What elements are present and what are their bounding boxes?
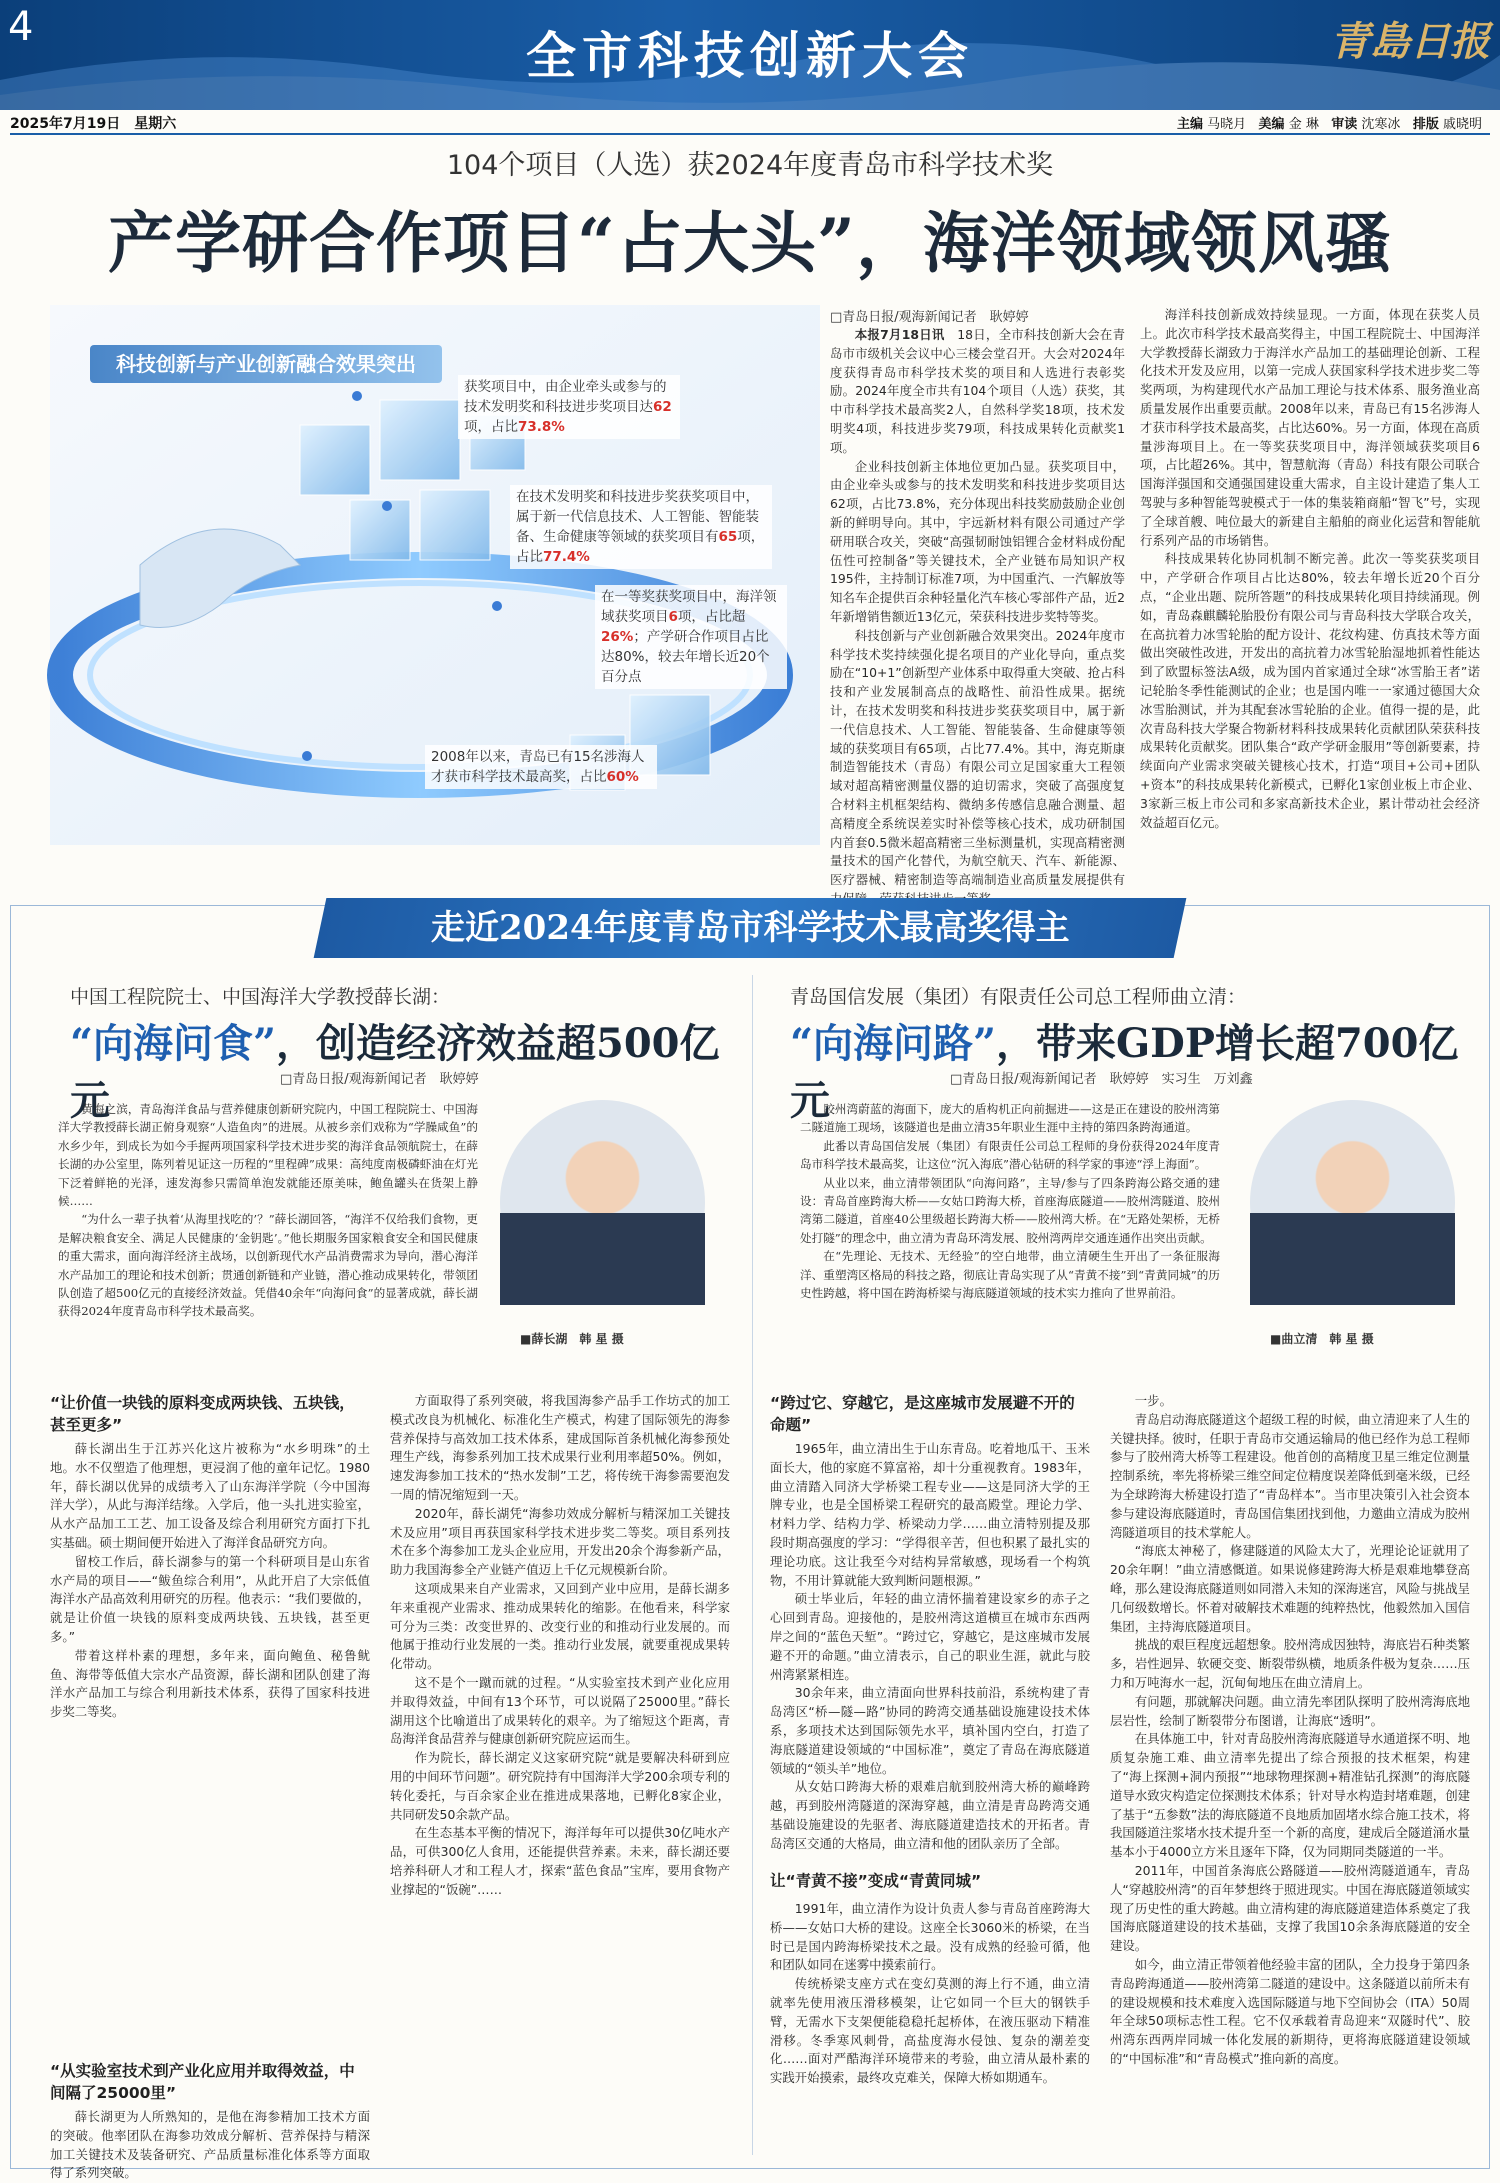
- profiles-banner-text: 走近2024年度青岛市科学技术最高奖得主: [430, 908, 1070, 948]
- profile-subhead: 让“青黄不接”变成“青黄同城”: [770, 1872, 982, 1890]
- page-number: 4: [8, 4, 34, 50]
- infographic: [50, 305, 820, 845]
- paragraph: 企业科技创新主体地位更加凸显。获奖项目中，由企业牵头或参与的技术发明奖和科技进步奖项目达62项，占比73.8%，充分体现出科技奖励鼓励企业创新的鲜明导向。其中，宇远新材料有限公司通过产学研用联合攻关，突破“高强韧耐蚀铝锂合金材料成份配伍性可控制备”等关键技术，全产业链布局知识产权195件，主持制订标准7项，为中国重汽、一汽解放等知名车企提供百余种轻量化汽车核心零部件产品，近2年新增销售额近13亿元，荣获科技进步奖特等奖。: [830, 458, 1125, 624]
- paragraph: 挑战的艰巨程度远超想象。胶州湾成因独特，海底岩石种类繁多，岩性迥异、软硬交变、断裂带纵横，地质条件极为复杂……压力和万吨海水一起，沉甸甸地压在曲立清肩上。: [1110, 1637, 1470, 1690]
- profile-subhead: “从实验室技术到产业化应用并取得效益，中间隔了25000里”: [50, 2062, 355, 2102]
- paragraph: “为什么一辈子执着‘从海里找吃的’？”薛长湖回答，“海洋不仅给我们食物，更是解决粮食安全、满足人民健康的‘金钥匙’。”他长期服务国家粮食安全和国民健康的重大需求，面向海洋经济主战场，以创新现代水产品消费需求为导向，潜心海洋水产品加工的理论和技术创新；贯通创新链和产业链，潜心推动成果转化，带领团队创造了超500亿元的直接经济效益。凭借40余年“向海问食”的显著成就，薛长湖获得2024年度青岛市科学技术最高奖。: [58, 1212, 478, 1319]
- credit-name: 沈寒冰: [1361, 117, 1401, 132]
- stat-marker: [382, 501, 392, 511]
- paragraph: 这不是个一蹴而就的过程。“从实验室技术到产业化应用并取得效益，中间有13个环节，可以说隔了25000里。”薛长湖用这个比喻道出了成果转化的艰辛。为了缩短这个距离，青岛海洋食品营养与健康创新研究院应运而生。: [390, 1674, 730, 1747]
- stat-text: 项，占比: [516, 529, 765, 565]
- paragraph: 科技创新与产业创新融合效果突出。2024年度市科学技术奖持续强化提名项目的产业化导向，重点奖励在“10+1”创新型产业体系中取得重大突破、抢占科技和产业发展制高点的战略性、前沿性成果。据统计，在技术发明奖和科技进步奖获奖项目中，属于新一代信息技术、人工智能、智能装备、生命健康等领域的获奖项目有65项，占比77.4%。其中，海克斯康制造智能技术（青岛）有限公司立足国家重大工程领域对超高精密测量仪器的迫切需求，突破了高强度复合材料主机框架结构、微纳多传感信息融合测量、超高精度全系统误差实时补偿等核心技术，成功研制国内首套0.5微米超高精密三坐标测量机，实现高精密测量技术的国产化替代，为航空航天、汽车、新能源、医疗器械、精密制造等高端制造业高质量发展提供有: [830, 627, 1125, 888]
- editor-credits: [1177, 113, 1482, 132]
- stat-callout: [510, 485, 772, 569]
- stat-text: 2008年以来，青岛已有15名涉海人才获市科学技术最高奖，占比: [431, 749, 645, 785]
- paragraph: 有问题，那就解决问题。曲立清先率团队探明了胶州湾海底地层岩性，绘制了断裂带分布图谱，让海底“透明”。: [1110, 1693, 1470, 1728]
- paragraph: 此番以青岛国信发展（集团）有限责任公司总工程师的身份获得2024年度青岛市科学技术最高奖，让这位“沉入海底”潜心钻研的科学家的事迹“浮上海面”。: [800, 1138, 1220, 1172]
- photo-caption: ■曲立清 韩 星 摄: [1270, 1332, 1374, 1346]
- paragraph: 带着这样朴素的理想，多年来，面向鲍鱼、秘鲁鱿鱼、海带等低值大宗水产品资源，薛长湖和团队创建了海洋水产品加工与综合利用新技术体系，获得了国家科技进步奖二等奖。: [50, 1647, 370, 1720]
- stat-number: 26%: [601, 629, 634, 645]
- title-rest: ，创造经济效益超500亿元: [70, 1020, 720, 1124]
- profile-subhead: “跨过它、穿越它，是这座城市发展避不开的命题”: [770, 1394, 1075, 1434]
- paragraph: 方面取得了系列突破，将我国海参产品手工作坊式的加工模式改良为机械化、标准化生产模式，构建了国际领先的海参营养保持与高效加工技术体系，建成国际首条机械化海参预处理生产线，海参系列加工技术成果行业利用率超50%。例如，速发海参加工技术的“热水发制”工艺，将传统干海参需要泡发一周的情况缩短到一天。: [390, 1393, 730, 1502]
- profile-byline: □青岛日报/观海新闻记者 耿婷婷: [280, 1072, 479, 1087]
- header-rule: [10, 133, 1490, 135]
- dateline: 2025年7月19日 星期六: [10, 116, 177, 132]
- paragraph: 1965年，曲立清出生于山东青岛。吃着地瓜干、玉米面长大，他的家庭不算富裕，却十分重视教育。1983年，曲立清踏入同济大学桥梁工程专业——这是同济大学的王牌专业，也是全国桥梁工程研究的最高殿堂。理论力学、材料力学、结构力学、桥梁动力学……曲立清特别提及那段时期高强度的学习：“学得很辛苦，但也积累了最扎实的理论功底。这让我至今对结构异常敏感，现场看一个构筑物，不用计算就能大致判断问题根源。”: [770, 1441, 1090, 1588]
- main-article-col2: [1140, 306, 1480, 866]
- stat-marker: [302, 751, 312, 761]
- credit-role: 审读: [1331, 117, 1358, 132]
- paragraph: 1991年，曲立清作为设计负责人参与青岛首座跨海大桥——女姑口大桥的建设。这座全长3060米的桥梁，在当时已是国内跨海桥梁技术之最。没有成熟的经验可循，他和团队如同在迷雾中摸索前行。: [770, 1901, 1090, 1973]
- credit-role: 美编: [1258, 117, 1285, 132]
- stat-callout: [458, 375, 680, 439]
- paragraph: 从女姑口跨海大桥的艰难启航到胶州湾大桥的巅峰跨越，再到胶州湾隧道的深海穿越，曲立清是青岛跨湾交通基础设施建设的先驱者、海底隧道建造技术的开拓者。青岛湾区交通的大格局，曲立清和他的团队亲历了全部。: [770, 1779, 1090, 1851]
- column-divider: [752, 975, 753, 2155]
- stat-number: 77.4%: [543, 549, 590, 565]
- credit-role: 主编: [1176, 117, 1203, 132]
- stat-number: 73.8%: [518, 419, 565, 435]
- stat-text: 在一等奖获奖项目中，海洋领域获奖项目: [601, 589, 777, 625]
- profile-subhead: “让价值一块钱的原料变成两块钱、五块钱，甚至更多”: [50, 1394, 355, 1434]
- stat-number: 6: [668, 609, 678, 625]
- paragraph: “海底太神秘了，修建隧道的风险太大了，光理论论证就用了20余年啊！”曲立清感慨道。如果说修建跨海大桥是艰难地攀登高峰，那么建设海底隧道则如同潜入未知的深海迷宫，风险与挑战呈几何级数增长。怀着对破解技术难题的纯粹热忱，他毅然加入国信集团，主持海底隧道项目。: [1110, 1543, 1470, 1634]
- paragraph: 如今，曲立清正带领着他经验丰富的团队，全力投身于第四条青岛跨海通道——胶州湾第二隧道的建设中。这条隧道以前所未有的建设规模和技术难度入选国际隧道与地下空间协会（ITA）50周年全球50项标志性工程。它不仅承载着青岛迎来“双隧时代”、胶州湾东西两岸同城一体化发展的新期待，更将海底隧道建设领域的“中国标准”和“青岛模式”推向新的高度。: [1110, 1956, 1470, 2066]
- lead-label: 本报7月18日讯: [854, 327, 945, 342]
- paragraph: 科技成果转化协同机制不断完善。此次一等奖获奖项目中，产学研合作项目占比达80%，较去年增长近20个百分点，“企业出题、院所答题”的科技成果转化项目持续涌现。例如，青岛森麒麟轮胎股份有限公司与青岛科技大学联合攻关，在高抗着力冰雪轮胎的配方设计、花纹构建、仿真技术等方面做出突破性改进，开发出的高抗着力冰雪轮胎湿地抓着性能达到了欧盟标签法A级，成为国内首家通过全球“冰雪胎王者”诺记轮胎冬季性能测试的企业；也是国内唯一一家通过德国大众冰雪胎测试，并为其配套冰雪轮胎的企业。值得一提的是，此次青岛科技大学聚合物新材料科技成果转化贡献团队荣获科技成果转化贡献奖。团队集合“政产学研金服用”等创新要素，持续面向产业需求突破关键核心技术，打造“项目+公司+团队+资本”的科技成果转化新模式，已孵化1家创业板上市企业、3家新三板上市公司和多家高新技术企业，累计带动社会经济效益超百亿元。: [1140, 551, 1480, 830]
- title-rest: ，带来GDP增长超700亿元: [790, 1020, 1459, 1124]
- profile-intro: [800, 1100, 1220, 1365]
- credit-name: 金 琳: [1288, 117, 1319, 132]
- paragraph: 薛长湖出生于江苏兴化这片被称为“水乡明珠”的土地。水不仅塑造了他理想，更浸润了他的童年记忆。1980年，薛长湖以优异的成绩考入了山东海洋学院（今中国海洋大学），从此与海洋结缘。入学后，他一头扎进实验室，从水产品加工工艺、加工设备及综合利用研究方面打下扎实基础。硕士期间便开始进入了海洋食品研究方向。: [50, 1441, 370, 1550]
- profile-col1: [50, 1440, 370, 2060]
- stat-marker: [352, 391, 362, 401]
- title-quote: “向海问食”: [70, 1020, 277, 1067]
- section-title: 全市科技创新大会: [526, 26, 974, 85]
- headline: 产学研合作项目“占大头”，海洋领域领风骚: [108, 204, 1392, 282]
- portrait-photo: [1250, 1100, 1455, 1305]
- title-quote: “向海问路”: [790, 1020, 997, 1067]
- paragraph: 留校工作后，薛长湖参与的第一个科研项目是山东省水产局的项目——“鲅鱼综合利用”，从此开启了大宗低值海洋水产品高效利用研究的历程。他表示：“我们要做的，就是让价值一块钱的原料变成两块钱、五块钱，甚至更多。”: [50, 1553, 370, 1644]
- profile-col1b: [50, 2108, 370, 2181]
- stat-callout: [595, 585, 787, 689]
- paragraph: 传统桥梁支座方式在变幻莫测的海上行不通，曲立清就率先使用液压滑移模架，让它如同一个巨大的钢铁手臂，无需水下支架便能稳稳托起桥体，在液压驱动下精准滑移。冬季寒风刺骨，高盐度海水侵蚀、复杂的潮差变化……面对严酷海洋环境带来的考验，曲立清从最朴素的实践开始摸索，最终攻克难关，保障大桥如期通车。: [770, 1976, 1090, 2086]
- profile-byline: □青岛日报/观海新闻记者 耿婷婷 实习生 万刘鑫: [950, 1072, 1253, 1087]
- stat-marker: [492, 601, 502, 611]
- photo-suit: [500, 1213, 705, 1305]
- paragraph: 在具体施工中，针对青岛胶州湾海底隧道导水通道探不明、地质复杂施工难、曲立清率先提出了综合预报的技术框架，构建了“海上探测+洞内预报”“地球物理探测+精准钻孔探测”的海底隧道导水致灾构造定位探测技术体系；针对导水构造封堵难题，创建了基于“五参数”法的海底隧道不良地质加固堵水综合施工技术，将我国隧道注浆堵水技术提升至一个新的高度，建成后全隧道涌水量基本小于4000立方米且逐年下降，仅为同期同类隧道的一半。: [1110, 1731, 1470, 1860]
- stat-number: 62: [653, 399, 672, 415]
- profile-col1: [770, 1440, 1090, 1860]
- subheadline: 104个项目（人选）获2024年度青岛市科学技术奖: [446, 150, 1054, 181]
- paragraph: 在“先理论、无技术、无经验”的空白地带，曲立清硬生生开出了一条征服海洋、重塑湾区格局的科技之路，彻底让青岛实现了从“青黄不接”到“青黄同城”的历史性跨越，将中国在跨海桥梁与海底隧道领域的技术实力推向了世界前沿。: [800, 1249, 1220, 1301]
- profile-intro: [58, 1100, 478, 1365]
- stat-text: 项，占比: [464, 419, 518, 435]
- paragraph: 作为院长，薛长湖定义这家研究院“就是要解决科研到应用的中间环节问题”。研究院持有中国海洋大学200余项专利的转化委托，与百余家企业在推进成果落地，已孵化8家企业，共同研发50余款产品。: [390, 1750, 730, 1822]
- main-article-col1: [830, 326, 1125, 888]
- stat-callout: [425, 745, 657, 789]
- paragraph: 一步。: [1134, 1393, 1172, 1408]
- stat-text: ；产学研合作项目占比达80%，较去年增长近20个百分点: [601, 629, 770, 685]
- profile-kicker: 中国工程院院士、中国海洋大学教授薛长湖：: [70, 986, 451, 1008]
- paragraph: 从业以来，曲立清带领团队“向海问路”，主导/参与了四条跨海公路交通的建设：青岛首座跨海大桥——女姑口跨海大桥，首座海底隧道——胶州湾隧道、胶州湾第二隧道，首座40公里级超长跨海大桥——胶州湾大桥。在“无路处架桥，无桥处打隧”的理念中，曲立清为青岛环湾发展、胶州湾两岸交通连通作出突出贡献。: [800, 1175, 1220, 1245]
- portrait-photo: [500, 1100, 705, 1305]
- photo-suit: [1250, 1213, 1455, 1305]
- paragraph: 在生态基本平衡的情况下，海洋每年可以提供30亿吨水产品，可供300亿人食用，还能提供营养素。未来，薛长湖还要培养科研人才和工程人才，探索“蓝色食品”宝库，要用食物产业撑起的“饭碗”……: [390, 1825, 730, 1897]
- profile-col2: [1110, 1392, 1470, 2164]
- paragraph: 18日，全市科技创新大会在青岛市市级机关会议中心三楼会堂召开。大会对2024年度获得青岛市科学技术奖的项目和人选进行表彰奖励。2024年度全市共有104个项目（人选）获奖，其中市科学技术最高奖2人，自然科学奖18项，技术发明奖4项，科技进步奖79项，科技成果转化贡献奖1项。: [830, 327, 1125, 455]
- credit-name: 马晓月: [1207, 117, 1247, 132]
- profiles-banner: [314, 898, 1187, 958]
- profile-kicker: 青岛国信发展（集团）有限责任公司总工程师曲立清：: [790, 986, 1247, 1008]
- paragraph: 胶州湾蔚蓝的海面下，庞大的盾构机正向前掘进——这是正在建设的胶州湾第二隧道施工现场，该隧道也是曲立清35年职业生涯中主持的第四条跨海通道。: [800, 1102, 1220, 1135]
- profile-col2: [390, 1392, 730, 2164]
- stat-text: 获奖项目中，由企业牵头或参与的技术发明奖和科技进步奖项目达: [464, 379, 667, 415]
- paragraph: 2020年，薛长湖凭“海参功效成分解析与精深加工关键技术及应用”项目再获国家科学技术进步奖二等奖。项目系列技术在多个海参加工龙头企业应用，开发出20余个海参新产品，助力我国海参全产业链产值迈上千亿元规模新台阶。: [390, 1505, 730, 1578]
- stat-number: 65: [718, 529, 738, 545]
- stat-number: 60%: [606, 769, 639, 785]
- main-byline: □青岛日报/观海新闻记者 耿婷婷: [830, 310, 1029, 325]
- stat-text: 项，占比超: [677, 609, 746, 625]
- credit-role: 排版: [1412, 117, 1439, 132]
- paragraph: 青岛启动海底隧道这个超级工程的时候，曲立清迎来了人生的关键抉择。彼时，任职于青岛市交通运输局的他已经作为总工程师参与了胶州湾大桥等工程建设。他首创的高精度卫星三维定位测量控制系统，率先将桥梁三维空间定位精度误差降低到毫米级，已经为全球跨海大桥建设打造了“青岛样本”。当市里决策引入社会资本参与建设海底隧道时，青岛国信集团找到他，力邀曲立清成为胶州湾隧道项目的技术掌舵人。: [1110, 1411, 1470, 1540]
- paragraph: 2011年，中国首条海底公路隧道——胶州湾隧道通车，青岛人“穿越胶州湾”的百年梦想终于照进现实。中国在海底隧道领域实现了历史性的重大跨越。曲立清构建的海底隧道建造体系奠定了我国海底隧道建设的技术基础，支撑了我国10余条海底隧道的安全建设。: [1110, 1862, 1470, 1954]
- paper-logo: 青島日报: [1330, 18, 1490, 65]
- paragraph: 薛长湖更为人所熟知的，是他在海参精加工技术方面的突破。他率团队在海参功效成分解析、营养保持与精深加工关键技术及装备研究、产品质量标准化体系等方面取得了系列突破。: [50, 2109, 370, 2181]
- paragraph: 黄海之滨，青岛海洋食品与营养健康创新研究院内，中国工程院院士、中国海洋大学教授薛长湖正俯身观察“人造鱼肉”的进展。从被乡亲们戏称为“学臊咸鱼”的水乡少年，到成长为如今手握两项国家科学技术进步奖的海洋食品领航院士，在薛长湖的办公室里，陈列着见证这一历程的“里程碑”成果：高纯度南极磷虾油在灯光下泛着鲜艳的光泽，速发海参只需简单泡发就能还原美味，鲍鱼罐头在货架上静候……: [58, 1102, 478, 1209]
- infographic-banner: 科技创新与产业创新融合效果突出: [90, 345, 442, 383]
- profile-col1b: [770, 1900, 1090, 2164]
- stat-text: 在技术发明奖和科技进步奖获奖项目中，属于新一代信息技术、人工智能、智能装备、生命健康等领域的获奖项目有: [516, 489, 759, 545]
- credit-name: 戚晓明: [1442, 117, 1482, 132]
- paragraph: 这项成果来自产业需求，又回到产业中应用，是薛长湖多年来重视产业需求、推动成果转化的缩影。在他看来，科学家可分为三类：改变世界的、改变行业的和推动行业发展的。而他属于推动行业发展的一类。推动行业发展，就要重视成果转化带动。: [390, 1580, 730, 1672]
- photo-caption: ■薛长湖 韩 星 摄: [520, 1332, 624, 1346]
- paragraph: 硕士毕业后，年轻的曲立清怀揣着建设家乡的赤子之心回到青岛。迎接他的，是胶州湾这道横亘在城市东西两岸之间的“蓝色天堑”。“跨过它，穿越它，是这座城市发展避不开的命题。”曲立清表示，自己的职业生涯，就此与胶州湾紧紧相连。: [770, 1591, 1090, 1682]
- paragraph: 30余年来，曲立清面向世界科技前沿，系统构建了青岛湾区“桥—隧—路”协同的跨湾交通基础设施建设技术体系，多项技术达到国际领先水平，填补国内空白，打造了海底隧道建设领域的“中国标准”，奠定了青岛在海底隧道领域的“领头羊”地位。: [770, 1685, 1090, 1776]
- paragraph: 海洋科技创新成效持续显现。一方面，体现在获奖人员上。此次市科学技术最高奖得主，中国工程院院士、中国海洋大学教授薛长湖致力于海洋水产品加工的基础理论创新、工程化技术开发及应用，以第一完成人获国家科学技术进步奖二等奖两项，为构建现代水产品加工理论与技术体系、服务渔业高质量发展作出重要贡献。2008年以来，青岛已有15名涉海人才获市科学技术最高奖，占比达60%。另一方面，体现在高质量涉海项目上。在一等奖获奖项目中，海洋领域获奖项目6项，占比超26%。其中，智慧航海（青岛）科技有限公司联合国海洋强国和交通强国建设重大需求，自主设计建造了集人工驾驶与多种智能驾驶模式于一体的集装箱商船“智飞”号，实现了全球首艘、吨位最大的新建自主船舶的商业化运营和智能航行系列产品的市场销售。: [1140, 307, 1480, 548]
